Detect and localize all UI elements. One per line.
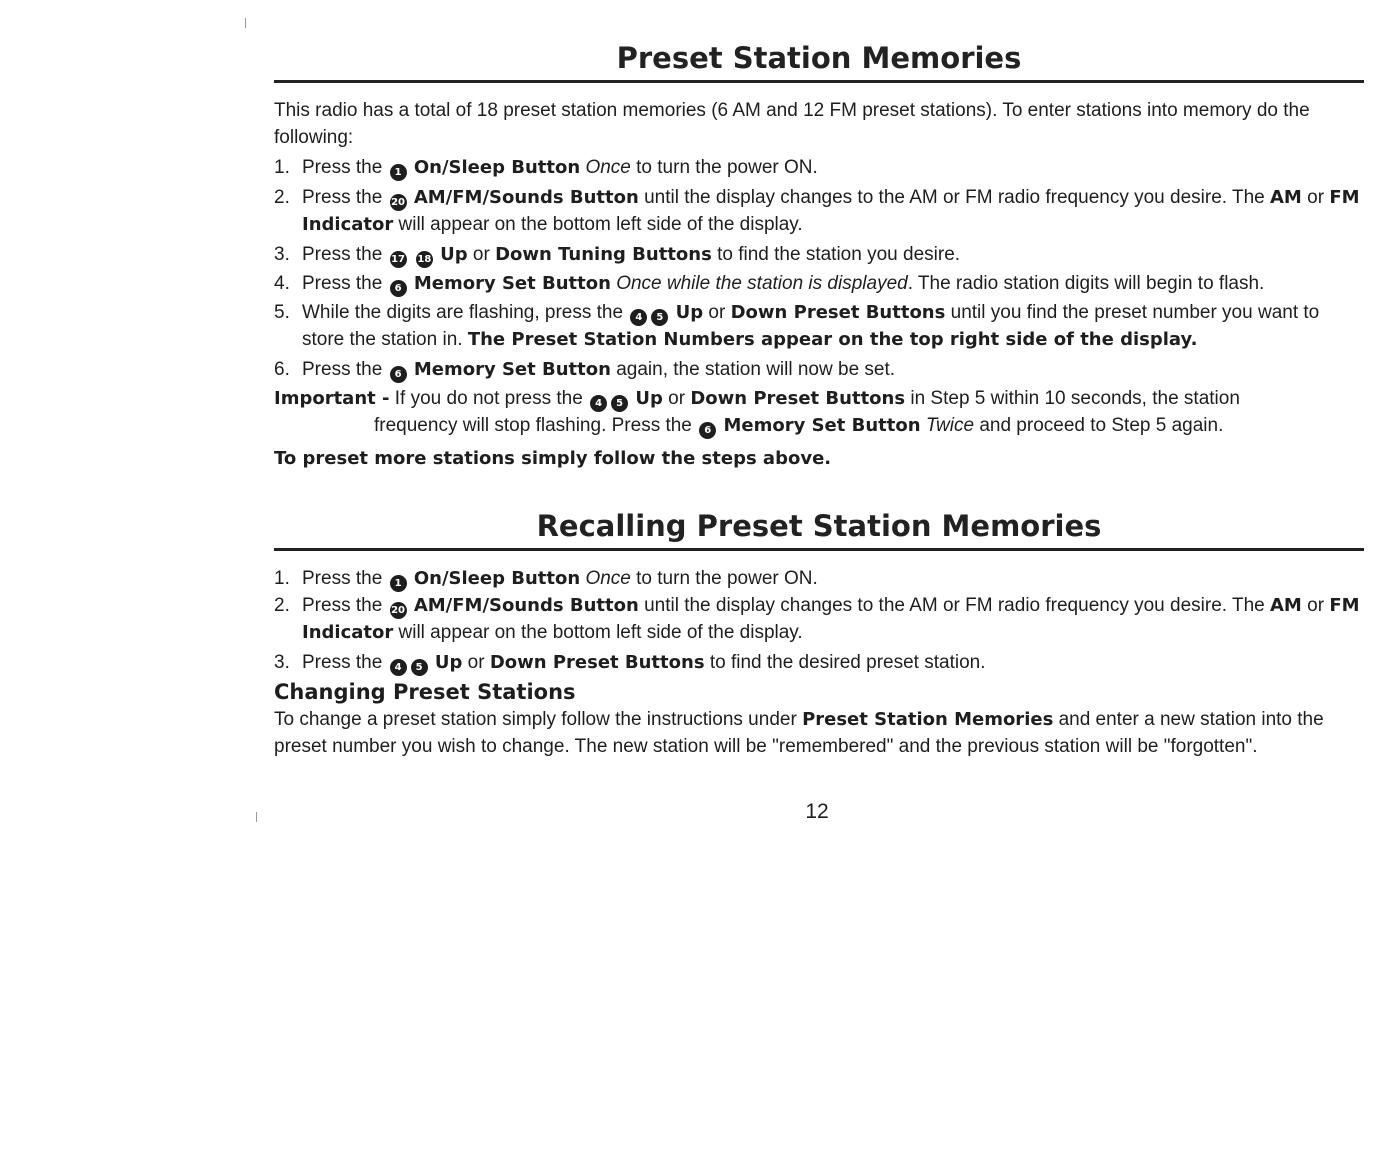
preset-step-4: 4. Press the 6 Memory Set Button Once while the station is displayed. The radio station digits will begin to flash. xyxy=(274,270,1364,297)
important-label: Important - xyxy=(274,388,390,409)
preset-step-3: 3. Press the 17 18 Up or Down Tuning Buttons to find the station you desire. xyxy=(274,241,1364,268)
section-title-preset: Preset Station Memories xyxy=(616,41,1022,75)
button-6-icon: 6 xyxy=(699,422,716,439)
scan-mark xyxy=(256,812,257,822)
button-6-icon: 6 xyxy=(390,280,407,297)
recall-step-2: 2. Press the 20 AM/FM/Sounds Button until the display changes to the AM or FM radio frequency you desire. The AM or FM Indicator will appear on the bottom left side of the display. xyxy=(274,595,1360,643)
button-4-icon: 4 xyxy=(590,395,607,412)
changing-presets-paragraph: To change a preset station simply follow the instructions under Preset Station Memories and enter a new station into the preset number you wish to change. The new station will be "remembered" and the previous station will be "forgotten". xyxy=(274,709,1324,757)
button-5-icon: 5 xyxy=(611,395,628,412)
recall-step-1: 1. Press the 1 On/Sleep Button Once to turn the power ON. xyxy=(274,565,1364,592)
button-20-icon: 20 xyxy=(390,194,407,211)
title-rule xyxy=(274,80,1364,83)
intro-paragraph: This radio has a total of 18 preset station memories (6 AM and 12 FM preset stations). To enter stations into memory do the following: xyxy=(274,100,1310,148)
button-4-icon: 4 xyxy=(390,659,407,676)
button-1-icon: 1 xyxy=(390,164,407,181)
changing-presets-heading: Changing Preset Stations xyxy=(274,680,576,704)
recall-section xyxy=(274,504,1364,760)
scan-mark xyxy=(245,18,246,28)
button-1-icon: 1 xyxy=(390,575,407,592)
important-note: Important - If you do not press the 4 5 Up or Down Preset Buttons in Step 5 within 10 seconds, the station frequency will stop flashing. Press the 6 Memory Set Button Twice and proceed to Step 5 again. xyxy=(274,385,1364,439)
button-6-icon: 6 xyxy=(390,366,407,383)
button-5-icon: 5 xyxy=(411,659,428,676)
page-number: 12 xyxy=(805,800,829,823)
recall-step-3: 3. Press the 4 5 Up or Down Preset Buttons to find the desired preset station. xyxy=(274,649,1364,676)
manual-page xyxy=(274,36,1364,760)
button-17-icon: 17 xyxy=(390,251,407,268)
preset-more-note: To preset more stations simply follow the steps above. xyxy=(274,448,832,469)
button-20-icon: 20 xyxy=(390,602,407,619)
button-18-icon: 18 xyxy=(416,251,433,268)
title-rule xyxy=(274,548,1364,551)
preset-step-2: 2. Press the 20 AM/FM/Sounds Button until the display changes to the AM or FM radio frequency you desire. The AM or FM Indicator will appear on the bottom left side of the display. xyxy=(274,187,1360,235)
section-title-recall: Recalling Preset Station Memories xyxy=(536,509,1102,543)
preset-step-1: 1. Press the 1 On/Sleep Button Once to turn the power ON. xyxy=(274,154,1364,181)
preset-step-5: 5. While the digits are flashing, press the 4 5 Up or Down Preset Buttons until you find the preset number you want to store the station in. The Preset Station Numbers appear on the top right side of the display. xyxy=(274,302,1320,350)
button-5-icon: 5 xyxy=(651,309,668,326)
button-4-icon: 4 xyxy=(630,309,647,326)
preset-step-6: 6. Press the 6 Memory Set Button again, the station will now be set. xyxy=(274,356,1364,383)
